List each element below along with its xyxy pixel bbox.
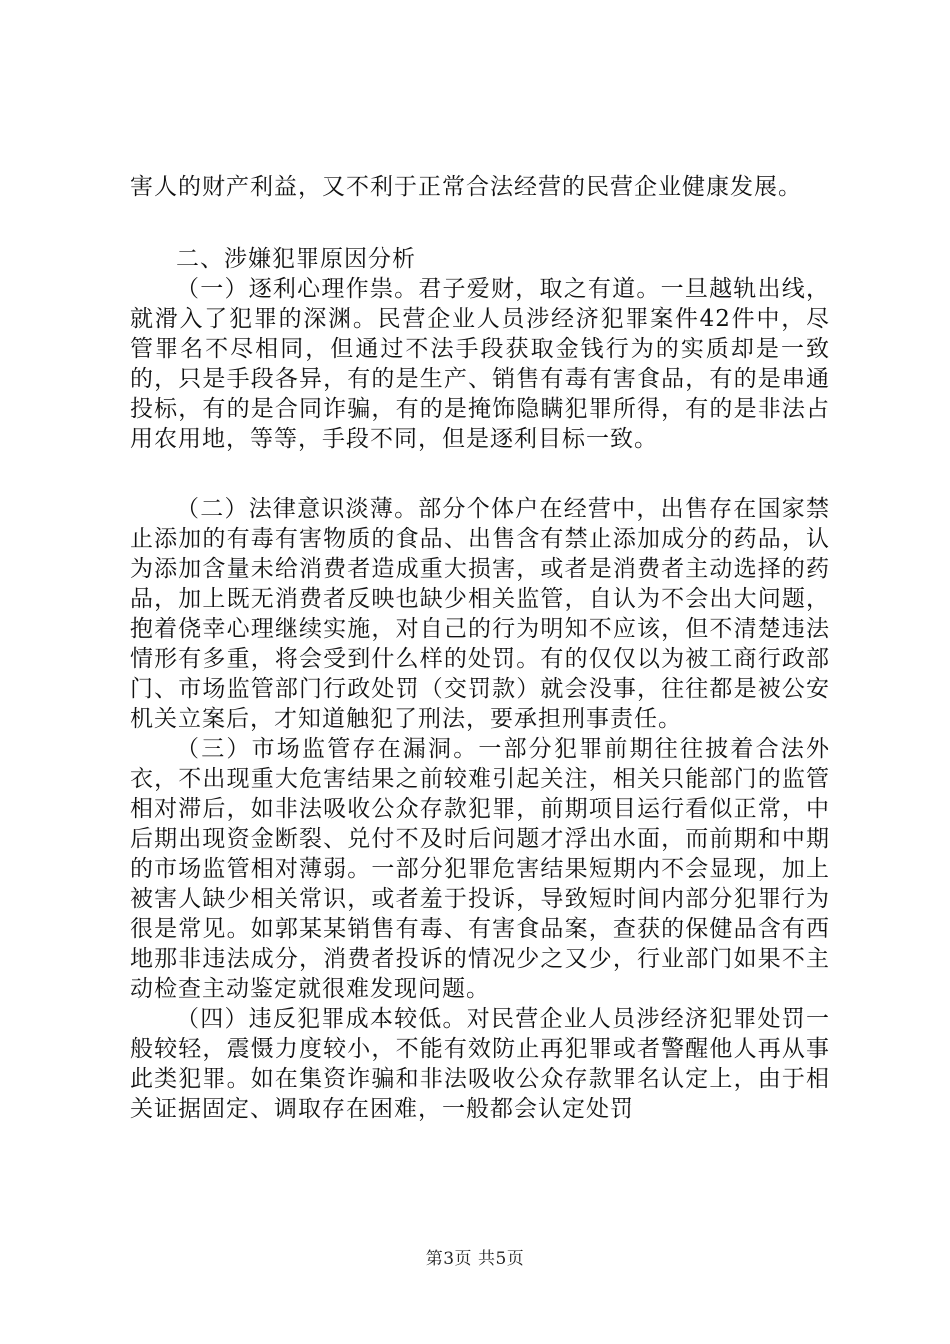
document-body xyxy=(130,172,830,1124)
paragraph-reason-4: （四）违反犯罪成本较低。对民营企业人员涉经济犯罪处罚一般较轻，震慑力度较小，不能有效防止再犯罪或者警醒他人再从事此类犯罪。如在集资诈骗和非法吸收公众存款罪名认定上，由于相关证据固定、调取存在困难，一般都会认定处罚 xyxy=(130,1006,830,1122)
paragraph-reason-3: （三）市场监管存在漏洞。一部分犯罪前期往往披着合法外衣，不出现重大危害结果之前较难引起关注，相关只能部门的监管相对滞后，如非法吸收公众存款犯罪，前期项目运行看似正常，中后期出现资金断裂、兑付不及时后问题才浮出水面，而前期和中期的市场监管相对薄弱。一部分犯罪危害结果短期内不会显现，加上被害人缺少相关常识，或者羞于投诉，导致短时间内部分犯罪行为很是常见。如郭某某销售有毒、有害食品案，查获的保健品含有西地那非违法成分，消费者投诉的情况少之又少，行业部门如果不主动检查主动鉴定就很难发现问题。 xyxy=(130,736,830,1002)
page-number-footer: 第3页 共5页 xyxy=(425,1249,525,1269)
paragraph-reason-2: （二）法律意识淡薄。部分个体户在经营中，出售存在国家禁止添加的有毒有害物质的食品、出售含有禁止添加成分的药品，认为添加含量未给消费者造成重大损害，或者是消费者主动选择的药品，加上既无消费者反映也缺少相关监管，自认为不会出大问题，抱着侥幸心理继续实施，对自己的行为明知不应该，但不清楚违法情形有多重，将会受到什么样的处罚。有的仅仅以为被工商行政部门、市场监管部门行政处罚（交罚款）就会没事，往往都是被公安机关立案后，才知道触犯了刑法，要承担刑事责任。 xyxy=(130,496,830,732)
paragraph-continuation: 害人的财产利益，又不利于正常合法经营的民营企业健康发展。 xyxy=(130,174,802,200)
paragraph-reason-1: （一）逐利心理作祟。君子爱财，取之有道。一旦越轨出线，就滑入了犯罪的深渊。民营企业人员涉经济犯罪案件42件中，尽管罪名不尽相同，但通过不法手段获取金钱行为的实质却是一致的，只是手段各异，有的是生产、销售有毒有害食品，有的是串通投标，有的是合同诈骗，有的是掩饰隐瞒犯罪所得，有的是非法占用农用地，等等，手段不同，但是逐利目标一致。 xyxy=(130,276,830,452)
section-heading: 二、涉嫌犯罪原因分析 xyxy=(176,246,416,272)
